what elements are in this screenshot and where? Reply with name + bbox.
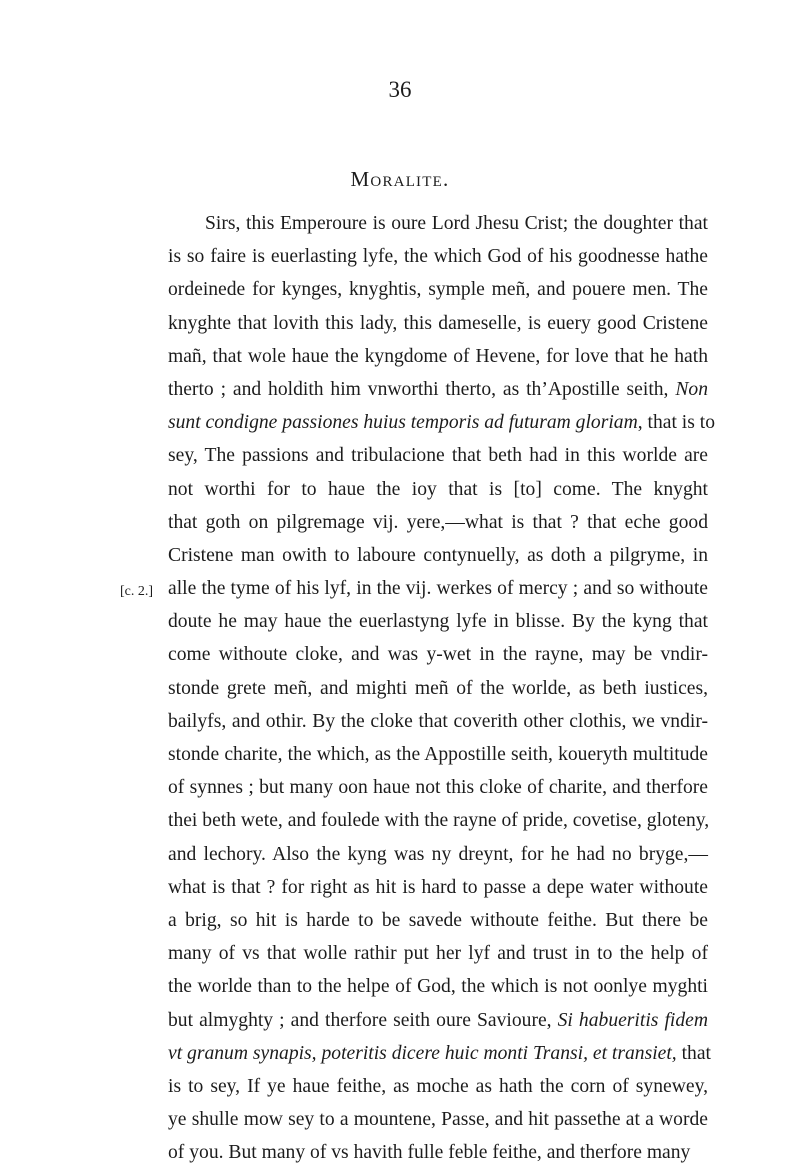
text-line: what is that ? for right as hit is hard to passe a depe water withoute [168,876,708,898]
text-segment: therto ; and holdith him vnworthi therto, as th’Apostille seith, [168,378,676,400]
text-segment: but almyghty ; and therfore seith oure Savioure, [168,1009,558,1031]
text-line [168,406,716,439]
text-line: Sirs, this Emperoure is oure Lord Jhesu Crist; the doughter that [205,213,708,234]
latin-phrase: vt granum synapis, poteritis dicere huic monti Transi, et transiet, [168,1042,677,1064]
text-line [168,1037,711,1070]
text-segment: that [676,1042,711,1064]
text-line: stonde charite, the which, as the Appostille seith, koueryth multitude [168,744,708,765]
text-line: of synnes ; but many oon haue not this cloke of charite, and therfore [168,777,708,799]
text-line: thei beth wete, and foulede with the rayne of pride, covetise, gloteny, [168,810,710,832]
margin-note: [c. 2.] [120,584,154,599]
section-heading: Moralite. [350,167,450,191]
text-line: come withoute cloke, and was y-wet in the rayne, may be vndir- [168,644,708,666]
latin-phrase: Si habueritis fidem [557,1009,708,1031]
text-line: a brig, so hit is harde to be savede withoute feithe. But there be [168,909,708,931]
text-line [168,1004,708,1037]
text-line: Cristene man owith to laboure contynuelly, as doth a pilgryme, in [168,544,708,566]
text-line: ordeinede for kynges, knyghtis, symple meñ, and pouere men. The [168,279,708,301]
text-line: sey, The passions and tribulacione that beth had in this worlde are [168,445,708,467]
latin-phrase: sunt condigne passiones huius temporis ad futuram gloriam [168,412,638,434]
text-line: bailyfs, and othir. By the cloke that coverith other clothis, we vndir- [168,710,708,732]
text-line: is to sey, If ye haue feithe, as moche as hath the corn of synewey, [168,1075,708,1097]
text-line [168,373,708,406]
text-line: knyghte that lovith this lady, this dameselle, is euery good Cristene [168,312,708,334]
body-text [168,207,716,1169]
text-line: stonde grete meñ, and mighti meñ of the worlde, as beth iustices, [168,677,708,699]
text-line: is so faire is euerlasting lyfe, the which God of his goodnesse hathe [168,246,708,268]
text-line: mañ, that wole haue the kyngdome of Hevene, for love that he hath [168,345,708,367]
text-line: that goth on pilgremage vij. yere,—what is that ? that eche good [168,511,708,533]
text-line: doute he may haue the euerlastyng lyfe in blisse. By the kyng that [168,611,708,633]
text-line: alle the tyme of his lyf, in the vij. werkes of mercy ; and so withoute [168,578,708,600]
text-line: of you. But many of vs havith fulle feble feithe, and therfore many [168,1142,691,1164]
text-line: not worthi for to haue the ioy that is [to] come. The knyght [168,478,708,500]
page-number: 36 [388,77,412,102]
text-segment: , that is to [637,412,716,434]
text-line: and lechory. Also the kyng was ny dreynt, for he had no bryge,— [168,843,708,865]
text-line: many of vs that wolle rathir put her lyf and trust in to the help of [168,943,708,965]
text-line: ye shulle mow sey to a mountene, Passe, and hit passethe at a worde [168,1109,708,1131]
latin-phrase: Non [675,378,708,400]
text-line: the worlde than to the helpe of God, the which is not oonlye myghti [168,976,708,998]
